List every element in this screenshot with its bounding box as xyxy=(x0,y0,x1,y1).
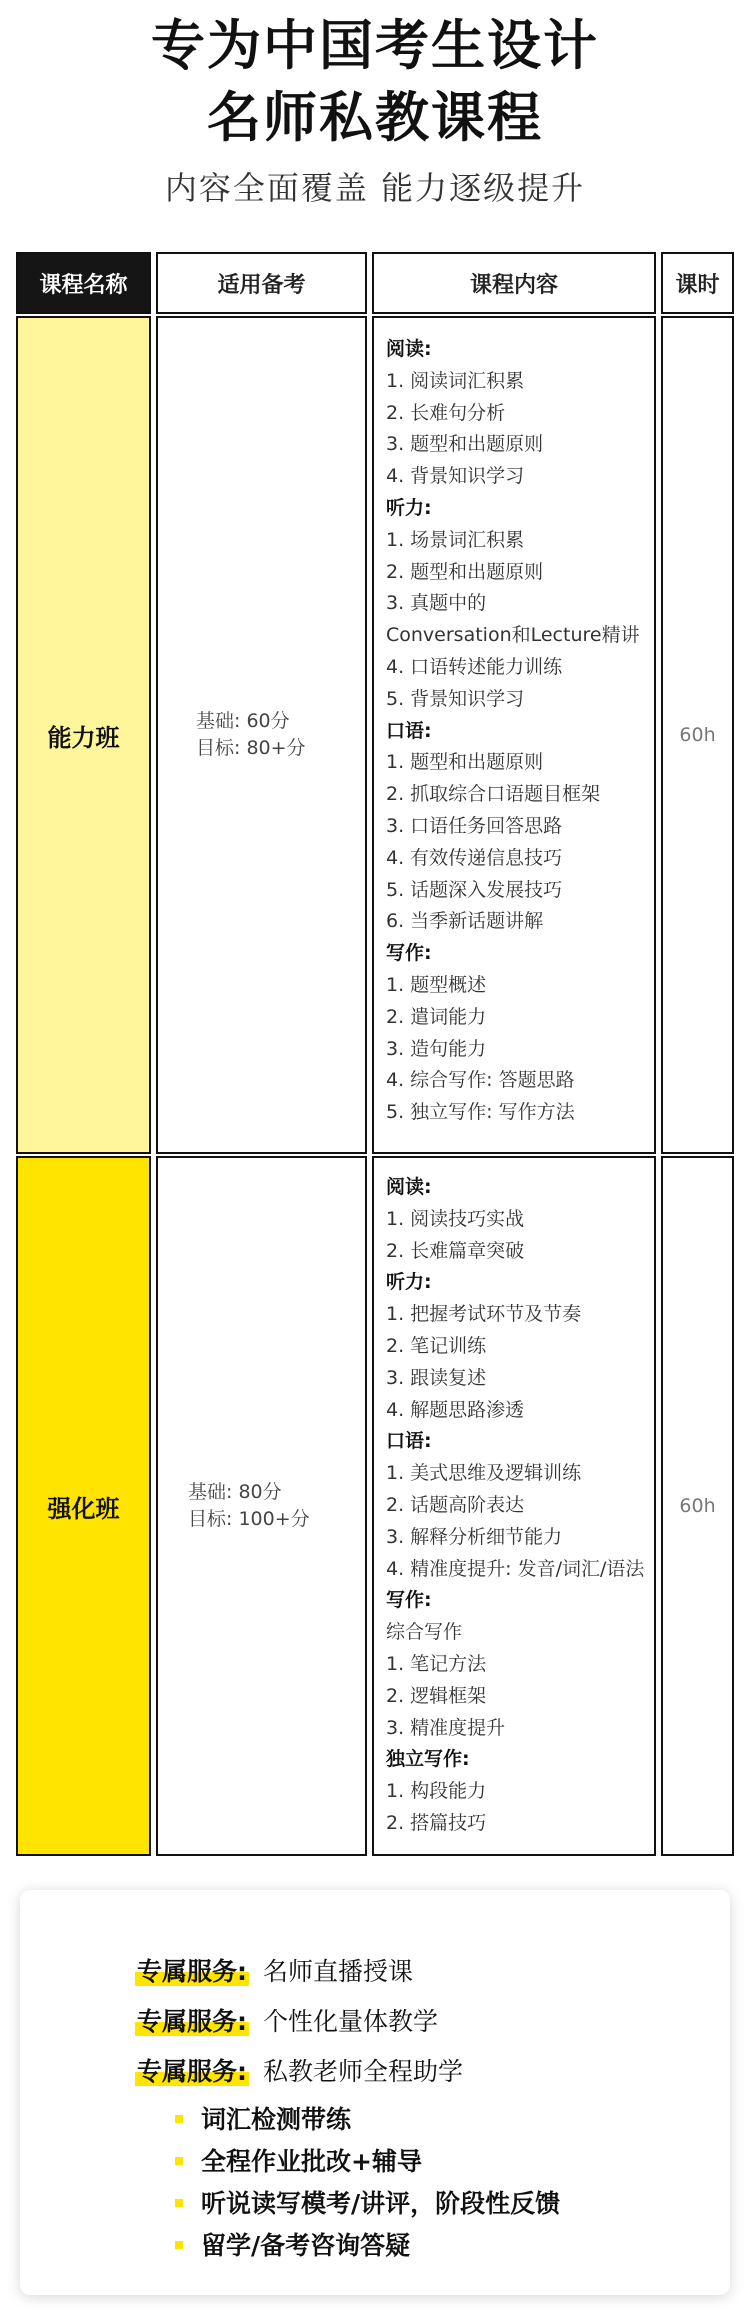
hours-cell: 60h xyxy=(661,1156,734,1856)
content-line: 1. 美式思维及逻辑训练 xyxy=(386,1462,582,1485)
page-title-line2: 名师私教课程 xyxy=(207,86,543,149)
content-line: 2. 长难句分析 xyxy=(386,401,506,424)
content-line: 1. 题型和出题原则 xyxy=(386,751,544,774)
service-item xyxy=(135,2054,463,2090)
bullet-text: 留学/备考咨询答疑 xyxy=(201,2231,411,2260)
header-hours: 课时 xyxy=(661,252,734,314)
content-section-heading: 口语: xyxy=(386,719,432,742)
target-cell xyxy=(156,316,367,1154)
content-line: 4. 有效传递信息技巧 xyxy=(386,846,563,869)
content-line: 2. 长难篇章突破 xyxy=(386,1239,525,1262)
content-line: 1. 阅读词汇积累 xyxy=(386,369,525,392)
content-line: 6. 当季新话题讲解 xyxy=(386,910,544,933)
service-item xyxy=(135,1954,413,1990)
content-line: 3. 解释分析细节能力 xyxy=(386,1525,563,1548)
bullet-square-icon xyxy=(175,2157,183,2165)
service-text: 名师直播授课 xyxy=(263,1957,414,1986)
content-line: 4. 综合写作: 答题思路 xyxy=(386,1069,575,1092)
content-line: 3. 跟读复述 xyxy=(386,1366,487,1389)
bullet-square-icon xyxy=(175,2199,183,2207)
service-label: 专属服务: xyxy=(137,2007,247,2036)
service-label: 专属服务: xyxy=(137,2057,247,2086)
content-line: 2. 笔记训练 xyxy=(386,1334,487,1357)
service-text: 个性化量体教学 xyxy=(263,2007,439,2036)
service-text: 私教老师全程助学 xyxy=(263,2057,464,2086)
header-target: 适用备考 xyxy=(156,252,367,314)
service-item xyxy=(135,2004,438,2040)
bullet-text: 全程作业批改+辅导 xyxy=(201,2147,422,2176)
base-score: 基础: 80分 xyxy=(188,1481,282,1503)
content-line: 2. 遣词能力 xyxy=(386,1005,487,1028)
course-content-cell xyxy=(372,1156,656,1856)
content-line: 3. 造句能力 xyxy=(386,1037,487,1060)
hours-cell: 60h xyxy=(661,316,734,1154)
header-content: 课程内容 xyxy=(372,252,656,314)
bullet-text: 听说读写模考/讲评，阶段性反馈 xyxy=(201,2189,561,2218)
content-line: 1. 构段能力 xyxy=(386,1780,487,1803)
content-line: 综合写作 xyxy=(386,1621,463,1644)
target-cell xyxy=(156,1156,367,1856)
course-name-cell: 能力班 xyxy=(16,316,151,1154)
content-line: 5. 背景知识学习 xyxy=(386,687,525,710)
base-score: 基础: 60分 xyxy=(196,710,290,732)
page-subtitle: 内容全面覆盖 能力逐级提升 xyxy=(164,169,586,207)
content-line: 3. 口语任务回答思路 xyxy=(386,814,563,837)
bullet-text: 词汇检测带练 xyxy=(201,2105,352,2134)
content-line: 1. 阅读技巧实战 xyxy=(386,1207,525,1230)
content-section-heading: 阅读: xyxy=(386,338,432,360)
service-bullet xyxy=(175,2228,410,2264)
target-score: 目标: 100+分 xyxy=(188,1508,310,1530)
course-name-cell: 强化班 xyxy=(16,1156,151,1856)
bullet-square-icon xyxy=(175,2115,183,2123)
content-section-heading: 写作: xyxy=(386,1589,432,1612)
content-section-heading: 独立写作: xyxy=(386,1748,470,1771)
content-line: 2. 搭篇技巧 xyxy=(386,1811,487,1834)
content-line: 5. 话题深入发展技巧 xyxy=(386,878,563,901)
content-line: 4. 解题思路渗透 xyxy=(386,1398,525,1421)
content-line: 4. 口语转述能力训练 xyxy=(386,655,563,678)
course-content-cell xyxy=(372,316,656,1154)
content-section-heading: 口语: xyxy=(386,1430,432,1453)
header-course-name: 课程名称 xyxy=(16,252,151,314)
content-line: 2. 抓取综合口语题目框架 xyxy=(386,783,601,806)
content-line: 3. 题型和出题原则 xyxy=(386,433,544,456)
content-line: 2. 逻辑框架 xyxy=(386,1684,487,1707)
content-line: 1. 题型概述 xyxy=(386,973,487,996)
content-line: 1. 笔记方法 xyxy=(386,1652,487,1675)
bullet-square-icon xyxy=(175,2241,183,2249)
service-bullet xyxy=(175,2144,422,2180)
service-label: 专属服务: xyxy=(137,1957,247,1986)
content-section-heading: 写作: xyxy=(386,942,432,965)
content-line: 3. 真题中的 xyxy=(386,592,487,615)
content-section-heading: 听力: xyxy=(386,496,432,519)
content-line: 4. 精准度提升: 发音/词汇/语法 xyxy=(386,1557,645,1580)
content-section-heading: 阅读: xyxy=(386,1176,432,1198)
content-line: 4. 背景知识学习 xyxy=(386,465,525,488)
content-line: 1. 把握考试环节及节奏 xyxy=(386,1303,582,1326)
service-bullet xyxy=(175,2102,351,2138)
page-title-line1: 专为中国考生设计 xyxy=(151,14,599,77)
content-line: Conversation和Lecture精讲 xyxy=(386,624,640,647)
content-line: 2. 话题高阶表达 xyxy=(386,1493,525,1516)
content-line: 3. 精准度提升 xyxy=(386,1716,506,1739)
service-bullet xyxy=(175,2186,560,2222)
content-line: 1. 场景词汇积累 xyxy=(386,528,525,551)
content-section-heading: 听力: xyxy=(386,1271,432,1294)
content-line: 2. 题型和出题原则 xyxy=(386,560,544,583)
hero-section xyxy=(0,0,750,250)
target-score: 目标: 80+分 xyxy=(196,737,306,759)
content-line: 5. 独立写作: 写作方法 xyxy=(386,1101,575,1124)
